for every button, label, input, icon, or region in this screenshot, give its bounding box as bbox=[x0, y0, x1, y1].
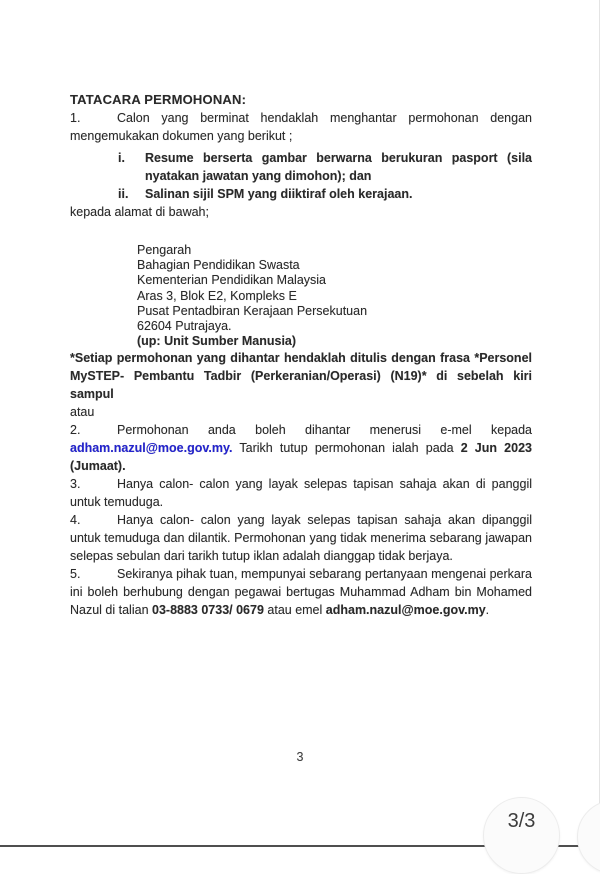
list-item-number: i. bbox=[118, 151, 125, 165]
paragraph-1-text: Calon yang berminat hendaklah menghantar permohonan dengan mengemukakan dokumen yang berikut ; bbox=[70, 111, 532, 143]
address-attention-line: (up: Unit Sumber Manusia) bbox=[137, 334, 297, 349]
list-item-number: ii. bbox=[118, 187, 129, 201]
paragraph-2-text: Tarikh tutup permohonan ialah pada bbox=[232, 441, 461, 456]
contact-phone: 03-8883 0733/ 0679 bbox=[152, 603, 264, 618]
paragraph-4 bbox=[70, 511, 532, 565]
page-indicator-badge bbox=[483, 797, 560, 874]
page-number: 3 bbox=[296, 750, 304, 764]
atau-line: atau bbox=[70, 405, 95, 420]
paragraph-5-text: Sekiranya pihak tuan, mempunyai sebarang pertanyaan mengenai perkara ini boleh berhubung dengan pegawai bertugas Muhammad Adham bin Mohamed Nazul di talian bbox=[70, 567, 532, 618]
list-item bbox=[118, 149, 532, 185]
paragraph-3-number: 3. bbox=[70, 477, 81, 492]
kepada-line: kepada alamat di bawah; bbox=[70, 205, 209, 219]
list-item-text: Resume berserta gambar berwarna berukuran pasport (sila nyatakan jawatan yang dimohon); dan bbox=[145, 151, 532, 183]
address-line: 62604 Putrajaya. bbox=[137, 319, 232, 334]
paragraph-4-number: 4. bbox=[70, 513, 81, 528]
paragraph-3 bbox=[70, 475, 532, 511]
address-block bbox=[137, 243, 532, 349]
paragraph-4-text: Hanya calon- calon yang layak selepas tapisan sahaja akan dipanggil untuk temuduga dan dilantik. Permohonan yang tidak menerima sebarang jawapan selepas sebulan dari tarikh tutup iklan adalah dianggap tidak berjaya. bbox=[70, 513, 532, 564]
address-line: Bahagian Pendidikan Swasta bbox=[137, 258, 300, 273]
envelope-note: *Setiap permohonan yang dihantar hendaklah ditulis dengan frasa *Personel MySTEP- Pembantu Tadbir (Perkeranian/Operasi) (N19)* di sebelah kiri sampul bbox=[70, 351, 532, 402]
page-indicator-text: 3/3 bbox=[507, 810, 536, 832]
document-content bbox=[70, 0, 532, 619]
paragraph-2 bbox=[70, 421, 532, 475]
paragraph-1-number: 1. bbox=[70, 111, 81, 125]
closing-date: 2 Jun 2023 (Jumaat). bbox=[70, 441, 532, 474]
paragraph-5-text: . bbox=[485, 603, 490, 618]
email-link[interactable]: adham.nazul@moe.gov.my. bbox=[70, 441, 233, 456]
document-title: TATACARA PERMOHONAN: bbox=[70, 92, 247, 107]
paragraph-5-number: 5. bbox=[70, 567, 81, 582]
paragraph-5 bbox=[70, 565, 532, 619]
paragraph-5-text: atau emel bbox=[263, 603, 326, 618]
paragraph-3-text: Hanya calon- calon yang layak selepas tapisan sahaja akan di panggil untuk temuduga. bbox=[70, 477, 532, 510]
document-list bbox=[118, 149, 532, 203]
address-line: Pusat Pentadbiran Kerajaan Persekutuan bbox=[137, 303, 368, 318]
address-line: Aras 3, Blok E2, Kompleks E bbox=[137, 288, 297, 303]
paragraph-1 bbox=[70, 109, 532, 145]
paragraph-2-text: Permohonan anda boleh dihantar menerusi e-mel kepada bbox=[117, 423, 532, 438]
address-line: Kementerian Pendidikan Malaysia bbox=[137, 273, 326, 288]
address-line: Pengarah bbox=[137, 243, 192, 257]
contact-email: adham.nazul@moe.gov.my bbox=[325, 603, 486, 618]
list-item-text: Salinan sijil SPM yang diiktiraf oleh kerajaan. bbox=[145, 187, 413, 201]
paragraph-2-number: 2. bbox=[70, 423, 81, 438]
list-item bbox=[118, 185, 532, 203]
